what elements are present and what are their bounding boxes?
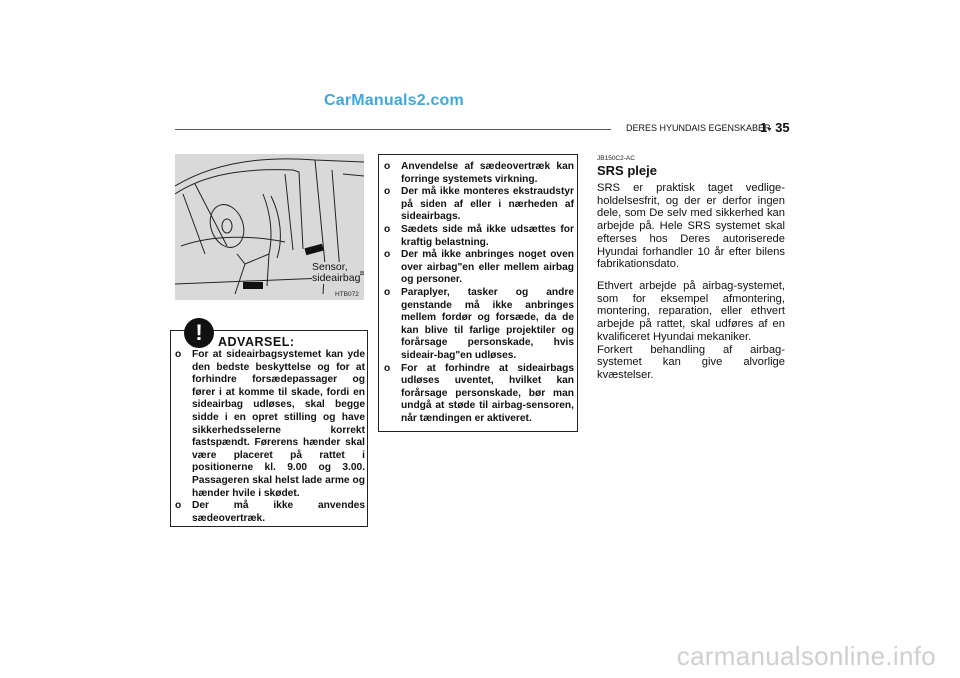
figure-label-line: sideairbag — [312, 272, 361, 284]
figure-label — [312, 262, 360, 284]
list-item-text: For at sideairbagsystemet kan yde den bedste beskyttelse og for at forhindre forsædepassager og fører i at komme til skade, fordi en sideairbag udløses, skal begge sidde i en opret stilling og have sikkerhedsselerne korrekt fastspændt. Førerens hænder skal være placeret på rattet i positionerne kl. 9.00 og 3.00. Passageren skal helst lade arme og hænder hvile i skødet. — [192, 349, 365, 499]
bullet-marker: o — [384, 161, 391, 172]
list-item — [384, 363, 574, 426]
bullet-marker: o — [384, 186, 391, 198]
sensor-block — [243, 282, 263, 289]
list-item — [384, 287, 574, 363]
bullet-marker: o — [384, 362, 391, 374]
body-paragraph — [597, 280, 785, 382]
list-item-text: Der må ikke anvendes sædeovertræk. — [192, 500, 365, 524]
bullet-marker: o — [175, 349, 182, 360]
list-item-text: Paraplyer, tasker og andre genstande må ikke anbringes mellem fordør og forsæde, da de kan blive til farlige projektiler og forårsage personskade, hvis sideair-bag"en udløses. — [401, 286, 574, 361]
section-code: JB150C2-AC — [597, 155, 635, 162]
header-rule — [175, 129, 611, 130]
body-paragraph-line: Ethvert arbejde på airbag-systemet, som for eksempel afmontering, montering, reparation, eller ethvert arbejde på rattet, skal udføres af en kvalificeret Hyundai mekaniker. — [597, 280, 785, 343]
list-item-text: Sædets side må ikke udsættes for kraftig belastning. — [401, 223, 574, 248]
warning-icon: ! — [184, 318, 214, 348]
figure-code: HTB072 — [335, 291, 359, 298]
sensor-block — [305, 244, 324, 255]
list-item-text: Anvendelse af sædeovertræk kan forringe systemets virkning. — [401, 161, 574, 185]
bullet-marker: o — [384, 249, 391, 261]
warning-list-continued — [384, 161, 574, 425]
list-item-text: Der må ikke anbringes noget oven over airbag"en eller mellem airbag og personer. — [401, 249, 574, 286]
watermark-bottom[interactable]: carmanualsonline.info — [676, 641, 936, 671]
list-item-text: Der må ikke monteres ekstraudstyr på siden af eller i nærheden af sideairbags. — [401, 186, 574, 223]
figure-label-line: Sensor, — [312, 261, 348, 273]
bullet-marker: o — [175, 500, 182, 512]
watermark-top[interactable]: CarManuals2.com — [324, 92, 464, 109]
body-paragraph: SRS er praktisk taget vedlige-holdelsesfrit, og der er derfor ingen dele, som De selv med sikkerhed kan arbejde på. Hele SRS systemet skal efterses hos Deres autoriserede Hyundai forhandler 10 år efter bilens fabrikationsdato. — [597, 182, 785, 271]
list-item — [384, 224, 574, 249]
warning-title: ADVARSEL: — [218, 335, 295, 349]
bullet-marker: o — [384, 223, 391, 235]
page-number: 1- 35 — [760, 120, 790, 135]
section-title: SRS pleje — [597, 163, 657, 178]
list-item — [175, 349, 365, 500]
list-item — [384, 161, 574, 186]
list-item-text: For at forhindre at sideairbags udløses uventet, hvilket kan forårsage personskade, bør man undgå at støde til airbag-sensoren, når tændingen er aktiveret. — [401, 362, 574, 424]
header-section-title: DERES HYUNDAIS EGENSKABER — [626, 123, 771, 133]
list-item — [175, 500, 365, 525]
list-item — [384, 249, 574, 287]
list-item — [384, 186, 574, 224]
body-paragraph-line: Forkert behandling af airbag-systemet kan give alvorlige kvæstelser. — [597, 343, 785, 381]
bullet-marker: o — [384, 286, 391, 298]
warning-list — [175, 349, 365, 525]
car-door-illustration — [175, 154, 364, 300]
